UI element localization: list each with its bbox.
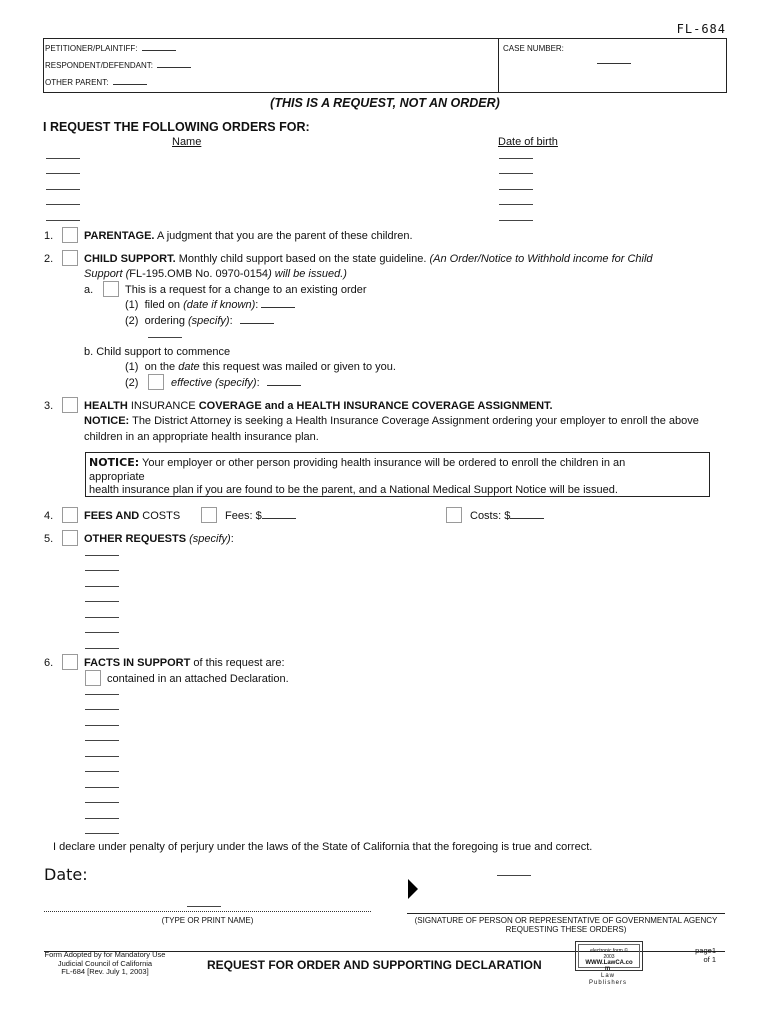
employer-notice-text1: Your employer or other person providing health insurance will be ordered to enroll the children in an	[142, 457, 626, 469]
item-2b1	[125, 361, 396, 373]
costs-amount-field[interactable]	[510, 518, 544, 519]
employer-notice-text2: appropriate	[89, 470, 145, 483]
attached-declaration-checkbox[interactable]	[85, 670, 101, 686]
stamp-line-6: Publishers	[588, 980, 627, 986]
facts-line[interactable]	[85, 771, 119, 772]
item-2a2-text: ordering	[144, 315, 185, 327]
signature-arrow-icon	[408, 879, 418, 904]
child-dob-field[interactable]	[499, 189, 533, 190]
page-indicator	[676, 947, 716, 964]
parentage-checkbox[interactable]	[62, 227, 78, 243]
item-2b1-pre: on the	[144, 361, 176, 373]
facts-line[interactable]	[85, 833, 119, 834]
caption-box	[43, 38, 727, 93]
withhold-note-line1: (An Order/Notice to Withhold income for Child	[429, 253, 653, 265]
item-6-number: 6.	[44, 657, 54, 669]
page-total: of 1	[703, 954, 716, 964]
item-2a2: (2) ordering (specify):	[125, 315, 274, 327]
ordering-field-continued[interactable]	[148, 337, 182, 338]
fees-costs-title-b: COSTS	[142, 510, 181, 522]
child-support-checkbox[interactable]	[62, 250, 78, 266]
date-label: Date:	[44, 865, 88, 884]
employer-notice-box	[85, 452, 710, 497]
da-notice-text1: The District Attorney is seeking a Health Insurance Coverage Assignment ordering your employer to enroll the above	[132, 415, 699, 427]
adopted-line-2: Judicial Council of California	[57, 958, 153, 968]
item-2-text	[84, 253, 704, 265]
other-requests-specify: (specify)	[189, 533, 231, 545]
child-dob-field[interactable]	[499, 220, 533, 221]
child-dob-field[interactable]	[499, 204, 533, 205]
costs-label: Costs: $	[470, 510, 511, 522]
petitioner-label: PETITIONER/PLAINTIFF:	[45, 44, 138, 53]
fees-costs-checkbox[interactable]	[62, 507, 78, 523]
fees-amount-field[interactable]	[262, 518, 296, 519]
item-4-number: 4.	[44, 510, 54, 522]
item-2b2-num: (2)	[125, 377, 139, 389]
other-requests-line[interactable]	[85, 570, 119, 571]
withhold-note-c: ) will be issued.)	[268, 268, 347, 280]
child-name-field[interactable]	[46, 220, 80, 221]
child-support-title: CHILD SUPPORT.	[84, 253, 176, 265]
fees-costs-title: FEES AND	[84, 510, 140, 522]
item-3-number: 3.	[44, 400, 54, 412]
item-2b1-italic: date	[178, 361, 200, 373]
child-support-text: Monthly child support based on the state guideline.	[178, 253, 427, 265]
item-2-number: 2.	[44, 253, 54, 265]
form-title: REQUEST FOR ORDER AND SUPPORTING DECLARATION	[207, 958, 542, 972]
other-requests-checkbox[interactable]	[62, 530, 78, 546]
item-2a1: (1) filed on (date if known):	[125, 299, 295, 311]
item-3-notice	[84, 415, 734, 427]
change-order-text: This is a request for a change to an existing order	[125, 284, 367, 296]
da-notice-label: NOTICE:	[84, 415, 130, 427]
effective-date-field[interactable]	[267, 385, 301, 386]
printed-name-field[interactable]	[187, 906, 221, 907]
health-insurance-checkbox[interactable]	[62, 397, 78, 413]
facts-support-title: FACTS IN SUPPORT	[84, 657, 191, 669]
facts-line[interactable]	[85, 787, 119, 788]
form-number: FL-684	[676, 22, 726, 36]
item-4-title	[84, 510, 180, 522]
facts-line[interactable]	[85, 802, 119, 803]
other-requests-line[interactable]	[85, 555, 119, 556]
fees-label: Fees: $	[225, 510, 262, 522]
item-2b2: effective (specify):	[171, 377, 301, 389]
costs-field	[470, 510, 544, 522]
respondent-label: RESPONDENT/DEFENDANT:	[45, 61, 154, 70]
child-name-field[interactable]	[46, 173, 80, 174]
child-dob-field[interactable]	[499, 173, 533, 174]
change-order-checkbox[interactable]	[103, 281, 119, 297]
facts-line[interactable]	[85, 740, 119, 741]
item-2a1-italic: (date if known)	[183, 299, 256, 311]
item-2a2-italic: (specify)	[188, 315, 230, 327]
adoption-info	[44, 951, 166, 977]
employer-notice-text3: health insurance plan if you are found to be the parent, and a National Medical Support Notice will be issued.	[89, 484, 618, 496]
name-column-header: Name	[172, 136, 202, 148]
signature-line[interactable]	[407, 913, 725, 914]
adopted-line-1: Form Adopted by for Mandatory Use	[44, 950, 166, 959]
perjury-declaration: I declare under penalty of perjury under the laws of the State of California that the foregoing is true and correct.	[53, 841, 593, 853]
other-requests-line[interactable]	[85, 648, 119, 649]
other-requests-line[interactable]	[85, 586, 119, 587]
adopted-line-3: FL-684 [Rev. July 1, 2003]	[61, 967, 149, 976]
case-number-label: CASE NUMBER:	[503, 44, 564, 53]
page-number: page1	[695, 946, 716, 955]
stamp-line-4: m	[604, 966, 612, 972]
facts-line[interactable]	[85, 694, 119, 695]
signature-label-2: REQUESTING THESE ORDERS)	[505, 925, 627, 934]
publisher-name	[575, 966, 641, 987]
item-2a-label: a.	[84, 284, 94, 296]
item-2a1-num: (1)	[125, 299, 139, 311]
attached-declaration-text: contained in an attached Declaration.	[107, 673, 289, 685]
item-2a1-text: filed on	[144, 299, 181, 311]
stamp-line-2: 2003	[603, 954, 615, 960]
child-name-field[interactable]	[46, 189, 80, 190]
item-1-text	[84, 230, 413, 242]
health-title-a: HEALTH	[84, 400, 128, 412]
ordering-field[interactable]	[240, 323, 274, 324]
facts-line[interactable]	[85, 818, 119, 819]
filed-on-date-field[interactable]	[261, 307, 295, 308]
item-3-title	[84, 400, 553, 412]
other-parent-label: OTHER PARENT:	[45, 78, 109, 87]
other-requests-line[interactable]	[85, 601, 119, 602]
item-2b1-post: this request was mailed or given to you.	[202, 361, 396, 373]
request-heading: I REQUEST THE FOLLOWING ORDERS FOR:	[43, 120, 310, 134]
date-field[interactable]	[497, 875, 531, 876]
facts-line[interactable]	[85, 725, 119, 726]
dob-column-header: Date of birth	[498, 136, 558, 148]
item-1-number: 1.	[44, 230, 54, 242]
other-requests-title: OTHER REQUESTS	[84, 533, 187, 545]
other-parent-field[interactable]	[45, 78, 147, 87]
request-notice-header: (THIS IS A REQUEST, NOT AN ORDER)	[270, 96, 500, 110]
withhold-note-a: Support (	[84, 268, 130, 280]
item-2b2-italic: effective (specify)	[171, 377, 257, 389]
health-title-b: INSURANCE	[130, 400, 196, 412]
child-name-field[interactable]	[46, 158, 80, 159]
costs-checkbox[interactable]	[446, 507, 462, 523]
effective-date-checkbox[interactable]	[148, 374, 164, 390]
item-2b-text: b. Child support to commence	[84, 346, 231, 358]
item-2a2-num: (2)	[125, 315, 139, 327]
withhold-note-line2	[84, 268, 347, 280]
signature-label-1: (SIGNATURE OF PERSON OR REPRESENTATIVE OF GOVERNMENTAL AGENCY	[414, 916, 718, 925]
caption-divider	[498, 39, 499, 92]
item-5-number: 5.	[44, 533, 54, 545]
fees-field	[225, 510, 296, 522]
other-requests-line[interactable]	[85, 617, 119, 618]
da-notice-text2: children in an appropriate health insurance plan.	[84, 431, 319, 443]
stamp-line-1: electronic form ©	[590, 948, 628, 954]
child-dob-field[interactable]	[499, 158, 533, 159]
facts-line[interactable]	[85, 756, 119, 757]
fees-checkbox[interactable]	[201, 507, 217, 523]
parentage-text: A judgment that you are the parent of these children.	[156, 230, 413, 242]
other-requests-line[interactable]	[85, 632, 119, 633]
facts-support-checkbox[interactable]	[62, 654, 78, 670]
facts-line[interactable]	[85, 709, 119, 710]
health-title-c: COVERAGE and a HEALTH INSURANCE COVERAGE ASSIGNMENT.	[198, 400, 553, 412]
item-2b1-num: (1)	[125, 361, 139, 373]
signature-label	[407, 916, 725, 934]
facts-support-text: of this request are:	[193, 657, 285, 669]
print-name-label: (TYPE OR PRINT NAME)	[161, 916, 254, 925]
print-name-dotted-line	[44, 911, 371, 912]
child-name-field[interactable]	[46, 204, 80, 205]
stamp-line-3: WWW.LawCA.co	[585, 960, 633, 966]
withhold-note-form: FL-195.OMB No. 0970-0154	[129, 268, 269, 280]
employer-notice-label: NOTICE:	[89, 456, 140, 469]
petitioner-field[interactable]	[45, 44, 176, 53]
stamp-line-5: Law	[600, 973, 615, 979]
item-5-title: OTHER REQUESTS (specify):	[84, 533, 234, 545]
parentage-title: PARENTAGE.	[84, 230, 155, 242]
item-6-title	[84, 657, 285, 669]
respondent-field[interactable]	[45, 61, 191, 70]
case-number-field[interactable]	[597, 63, 631, 64]
